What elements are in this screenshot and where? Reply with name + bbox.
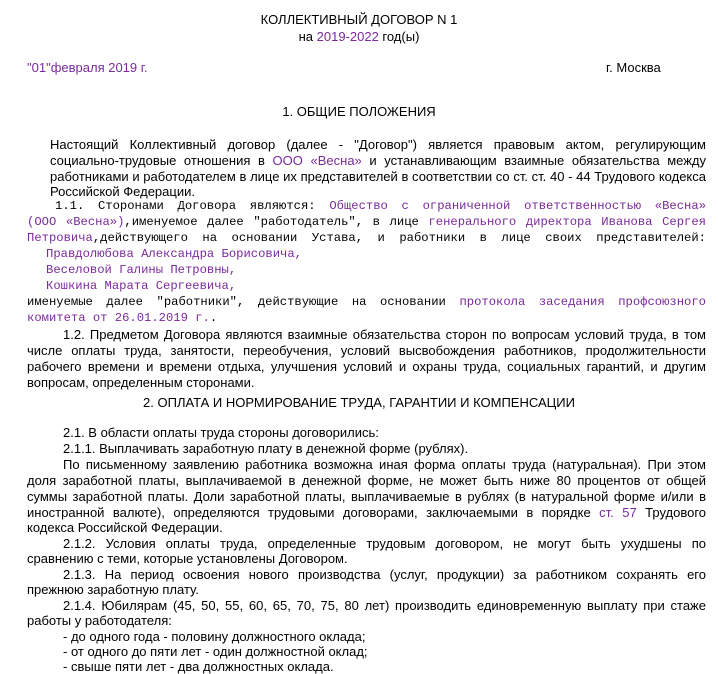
period-suffix: год(ы)	[378, 29, 420, 44]
paragraph-line: Настоящий Коллективный договор (далее - "Договор") является правовым актом, регулирующим	[50, 137, 706, 152]
protocol-link[interactable]: комитета от 26.01.2019 г.	[27, 311, 210, 325]
document-period	[0, 29, 718, 44]
director-link[interactable]: генерального директора Иванова Сергея	[428, 215, 706, 229]
representative-link[interactable]: Кошкина Марата Сергеевича,	[46, 279, 237, 293]
paragraph-line: социально-трудовые отношения в ООО «Весна» и устанавливающим взаимные обязательства между	[50, 153, 706, 168]
paragraph-line: сравнению с теми, которые установлены Договором.	[27, 551, 348, 566]
document-date[interactable]: "01"февраля 2019 г.	[27, 60, 148, 75]
clause-1-1-line: (ООО «Весна»),именуемое далее "работодатель", в лице генерального директора Иванова Сергея	[27, 215, 706, 229]
document-city: г. Москва	[606, 60, 661, 75]
paragraph-line: По письменному заявлению работника возможна иная форма оплаты труда (натуральная). При этом	[63, 457, 706, 472]
org-fullname-link[interactable]: Общество с ограниченной ответственностью «Весна»	[329, 199, 707, 213]
paragraph-line: 2.1.1. Выплачивать заработную плату в денежной форме (рублях).	[63, 441, 469, 456]
paragraph-line: вопросам, определенным сторонами.	[27, 375, 255, 390]
director-link[interactable]: Петровича	[27, 231, 93, 245]
paragraph-line: 2.1.2. Условия оплаты труда, определенные трудовым договором, не могут быть ухудшены по	[63, 536, 706, 551]
paragraph-line: доля заработной платы, выплачиваемой в денежной форме, не может быть ниже 80 процентов от общей	[27, 473, 706, 488]
clause-1-1-line: именуемые далее "работники", действующие на основании протокола заседания профсоюзного	[27, 295, 706, 309]
article-57-link[interactable]: ст. 57	[599, 505, 637, 520]
period-prefix: на	[298, 29, 317, 44]
paragraph-line: кодекса Российской Федерации.	[27, 520, 223, 535]
paragraph-line: прежнюю заработную плату.	[27, 582, 199, 597]
paragraph-line: суммы заработной платы. Доли заработной платы, выплачиваемые в рублях (в натуральной форме и/или в	[27, 489, 706, 504]
clause-1-1-line: Петровича,действующего на основании Устава, и работники в лице своих представителей:	[27, 231, 706, 245]
list-item: - свыше пяти лет - два должностных оклада.	[63, 659, 334, 674]
paragraph-line: 2.1.4. Юбилярам (45, 50, 55, 60, 65, 70, 75, 80 лет) производить единовременную выплату при стаже	[63, 598, 706, 613]
clause-1-1-line: 1.1. Сторонами Договора являются: Общество с ограниченной ответственностью «Весна»	[55, 199, 707, 213]
document-title: КОЛЛЕКТИВНЫЙ ДОГОВОР N 1	[260, 12, 458, 27]
paragraph-line: рабочего времени и времени отдыха, улучшения условий и охраны труда, социальных гарантий, и другим	[27, 359, 706, 374]
representative-link[interactable]: Правдолюбова Александра Борисовича,	[46, 247, 302, 261]
paragraph-line: 1.2. Предметом Договора являются взаимные обязательства сторон по вопросам условий труда, в том	[63, 327, 706, 342]
section-1-heading: 1. ОБЩИЕ ПОЛОЖЕНИЯ	[282, 104, 436, 119]
clause-1-1-line: комитета от 26.01.2019 г..	[27, 311, 218, 325]
paragraph-line: работы у работодателя:	[27, 613, 172, 628]
paragraph-line: числе оплаты труда, занятости, переобучения, условий высвобождения работников, продолжительности	[27, 343, 706, 358]
org-short-link[interactable]: (ООО «Весна»)	[27, 215, 125, 229]
section-2-heading: 2. ОПЛАТА И НОРМИРОВАНИЕ ТРУДА, ГАРАНТИИ И КОМПЕНСАЦИИ	[143, 395, 575, 410]
paragraph-line: 2.1. В области оплаты труда стороны договорились:	[63, 425, 379, 440]
org-link[interactable]: ООО «Весна»	[272, 153, 362, 168]
paragraph-line: 2.1.3. На период освоения нового производства (услуг, продукции) за работником сохранять его	[63, 567, 706, 582]
representative-link[interactable]: Веселовой Галины Петровны,	[46, 263, 237, 277]
period-years-link[interactable]: 2019-2022	[316, 29, 379, 44]
protocol-link[interactable]: протокола заседания профсоюзного	[459, 295, 706, 309]
paragraph-line: иностранной валюте), определяются трудовыми договорами, заключаемыми в порядке ст. 57 Трудового	[27, 505, 707, 520]
list-item: - от одного до пяти лет - один должностной оклад;	[63, 644, 368, 659]
paragraph-line: Российской Федерации.	[50, 184, 195, 199]
list-item: - до одного года - половину должностного оклада;	[63, 629, 366, 644]
paragraph-line: работниками и работодателем в лице их представителей в соответствии со ст. ст. 40 - 44 Трудового кодекса	[50, 169, 706, 184]
